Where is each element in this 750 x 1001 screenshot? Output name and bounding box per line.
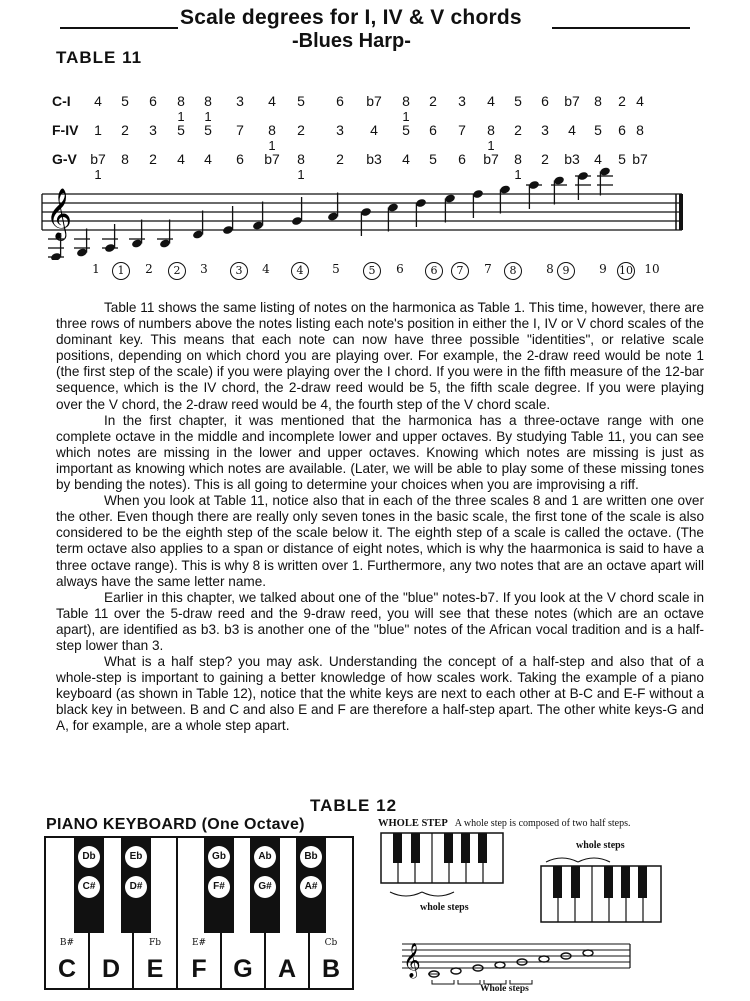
black-key-f-sharp [204,838,234,933]
scale-degree: 5 [618,151,626,167]
octave-one-mark: 1 [297,167,305,182]
blow-hole-number: 10 [644,262,660,276]
blow-hole-number: 4 [262,262,270,276]
black-key-g-sharp [250,838,280,933]
enharmonic-label: Cb [324,938,338,948]
flat-label: Gb [208,846,230,868]
paragraph: What is a half step? you may ask. Understanding the concept of a half-step and also that of a whole-step is important to gaining a better knowledge of how scales work. Taking the example of a piano keyboard (as shown in Table 12), notice that the white keys are next to each other at B-C and E-F without a black key in between. B and C and also E and F are therefore a half-step apart. The other white keys-G and A, for example, are a whole step apart. [56,654,704,734]
scale-degree: 2 [297,122,305,138]
scale-degree: 8 [268,122,276,138]
paragraph: When you look at Table 11, notice also that in each of the three scales 8 and 1 are written one over the other. Even though there are really only seven tones in the basic scale, the first tone of the scale is also considered to be the eighth step of the scale below it. The eighth step of a scale is called the octave. (The term octave also applies to a span or distance of eight notes, which is why the haarmonica is said to have a three octave range). This is why 8 is written over 1. Furthermore, any two notes that are an octave apart will always have the same letter name. [56,493,704,589]
scale-row-label: G-V [52,151,77,167]
key-label: D [101,955,121,983]
scale-degree: b7 [264,151,280,167]
blow-hole-number: 7 [484,262,492,276]
scale-degree: 2 [429,93,437,109]
octave-one-mark: 1 [268,138,276,153]
draw-hole-number: 4 [291,262,309,280]
draw-hole-number: 9 [557,262,575,280]
sharp-label: C# [78,876,100,898]
scale-degree: b7 [632,151,648,167]
scale-degree: 2 [336,151,344,167]
scale-degree: 3 [149,122,157,138]
scale-degree: 3 [541,122,549,138]
draw-hole-number: 3 [230,262,248,280]
sharp-label: F# [208,876,230,898]
scale-degree: 4 [487,93,495,109]
paragraph: In the first chapter, it was mentioned that the harmonica has a three-octave range with one complete octave in the middle and incomplete lower and upper octaves. By studying Table 11, you can see which notes are missing in the lower and upper octaves. Knowing which notes are missing is just as important as knowing which notes are available. (Later, we will be able to play some of these missing tones by bending the notes). This is all going to determine your choices when you are improvising a riff. [56,412,704,493]
octave-one-mark: 1 [204,109,212,124]
page-subtitle: -Blues Harp- [292,30,411,52]
scale-degree: 4 [636,93,644,109]
black-key-a-sharp [296,838,326,933]
key-label: C [57,955,77,983]
key-label: G [233,955,253,983]
draw-hole-number: 2 [168,262,186,280]
scale-degree: b3 [564,151,580,167]
scale-degree: 5 [402,122,410,138]
draw-hole-number: 5 [363,262,381,280]
scale-degree: 2 [121,122,129,138]
scale-degree: 6 [429,122,437,138]
scale-degree: 6 [458,151,466,167]
treble-clef-icon: 𝄞 [403,943,421,978]
black-key-d-sharp [121,838,151,933]
scale-degree: 4 [268,93,276,109]
octave-one-mark: 1 [487,138,495,153]
sharp-label: A# [300,876,322,898]
scale-degree: 4 [370,122,378,138]
blow-hole-number: 8 [546,262,554,276]
small-keyboard-1 [380,832,506,912]
scale-degree: 8 [121,151,129,167]
scale-degree: 6 [541,93,549,109]
small-keyboard-2 [540,852,664,924]
key-label: B [321,955,341,983]
flat-label: Ab [254,846,276,868]
octave-one-mark: 1 [514,167,522,182]
blow-hole-number: 6 [396,262,404,276]
draw-hole-number: 1 [112,262,130,280]
scale-degree: 8 [297,151,305,167]
draw-hole-number: 10 [617,262,635,280]
scale-degree: 5 [121,93,129,109]
scale-degree: 5 [177,122,185,138]
treble-clef-icon: 𝄞 [46,188,73,239]
piano-keyboard [44,836,354,990]
enharmonic-label: B# [59,938,75,948]
scale-degree: 3 [336,122,344,138]
paragraph: Table 11 shows the same listing of notes on the harmonica as Table 1. This time, however, there are three rows of numbers above the notes listing each note's position in either the I, IV or V chord scales of the dominant key. This means that each note can now have three possible "identities", or relative scale positions, depending on which chord you are playing over. For example, the 2-draw reed would be note 1 (the first step of the scale) if you were playing over the I chord. If you were in the fifth measure of the 12-bar sequence, which is the IV chord, the 2-draw reed would be 5, the fifth scale degree. If you were playing over the V chord, the 2-draw reed would be 4, the fourth step of the V chord scale. [56,300,704,412]
scale-degree: b3 [366,151,382,167]
draw-hole-number: 8 [504,262,522,280]
scale-degree: b7 [366,93,382,109]
scale-degree: 5 [594,122,602,138]
scale-degree: 3 [236,93,244,109]
hole-number-row [0,0,750,290]
piano-keyboard-title: PIANO KEYBOARD (One Octave) [46,816,305,833]
scale-degree: 2 [149,151,157,167]
blow-hole-number: 2 [145,262,153,276]
draw-hole-number: 7 [451,262,469,280]
blow-hole-number: 1 [92,262,100,276]
table12-label: TABLE 12 [310,796,398,815]
flat-label: Eb [125,846,147,868]
scale-degree: b7 [564,93,580,109]
body-text [56,300,704,735]
scale-degree: 2 [514,122,522,138]
scale-degree: 5 [429,151,437,167]
sharp-label: G# [254,876,276,898]
octave-one-mark: 1 [402,109,410,124]
scale-degree: 4 [177,151,185,167]
scale-row-label: F-IV [52,122,79,138]
blow-hole-number: 3 [200,262,208,276]
scale-degree: 2 [541,151,549,167]
whole-steps-label: whole steps [576,840,625,851]
scale-degree: 8 [636,122,644,138]
key-label: F [191,955,207,983]
whole-step-text: A whole step is composed of two half steps. [454,818,631,829]
paragraph: Earlier in this chapter, we talked about one of the "blue" notes-b7. If you look at the V chord scale in Table 11 over the 5-draw reed and the 9-draw reed, you will see that these notes (which are an octave apart), are identified as b3. b3 is another one of the "blue" notes of the African vocal tradition and is a half-step lower than 3. [56,589,704,653]
scale-degree: 6 [236,151,244,167]
scale-degree: 8 [487,122,495,138]
whole-step-heading: WHOLE STEP [378,818,448,829]
octave-one-mark: 1 [177,109,185,124]
table11-label: TABLE 11 [56,48,143,67]
scale-degree: b7 [483,151,499,167]
key-label: E [146,955,164,983]
scale-degree: 6 [336,93,344,109]
scale-degree: 8 [514,151,522,167]
scale-degree: 7 [236,122,244,138]
scale-degree: 7 [458,122,466,138]
scale-degree: 5 [204,122,212,138]
scale-degree: 8 [204,93,212,109]
blow-hole-number: 5 [332,262,340,276]
sharp-label: D# [125,876,147,898]
black-key-c-sharp [74,838,104,933]
scale-degree: 4 [94,93,102,109]
whole-step-caption [378,818,631,829]
enharmonic-label: E# [191,938,207,948]
flat-label: Bb [300,846,322,868]
scale-degree: 5 [297,93,305,109]
scale-degree: 4 [402,151,410,167]
scale-degree: 5 [514,93,522,109]
scale-degree: 6 [618,122,626,138]
key-label: A [277,955,297,983]
whole-steps-label: Whole steps [480,984,529,994]
draw-hole-number: 6 [425,262,443,280]
scale-degree: 8 [177,93,185,109]
flat-label: Db [78,846,100,868]
whole-steps-label: whole steps [420,902,469,913]
page-title: Scale degrees for I, IV & V chords [180,6,522,29]
scale-degree: 8 [402,93,410,109]
scale-degree: 2 [618,93,626,109]
scale-degree: 4 [568,122,576,138]
scale-row-label: C-I [52,93,71,109]
scale-degree: 1 [94,122,102,138]
scale-degree: b7 [90,151,106,167]
blow-hole-number: 9 [599,262,607,276]
scale-degree: 3 [458,93,466,109]
octave-one-mark: 1 [94,167,102,182]
scale-degree: 6 [149,93,157,109]
scale-degree: 8 [594,93,602,109]
scale-degree: 4 [204,151,212,167]
scale-degree: 4 [594,151,602,167]
enharmonic-label: Fb [148,938,161,948]
